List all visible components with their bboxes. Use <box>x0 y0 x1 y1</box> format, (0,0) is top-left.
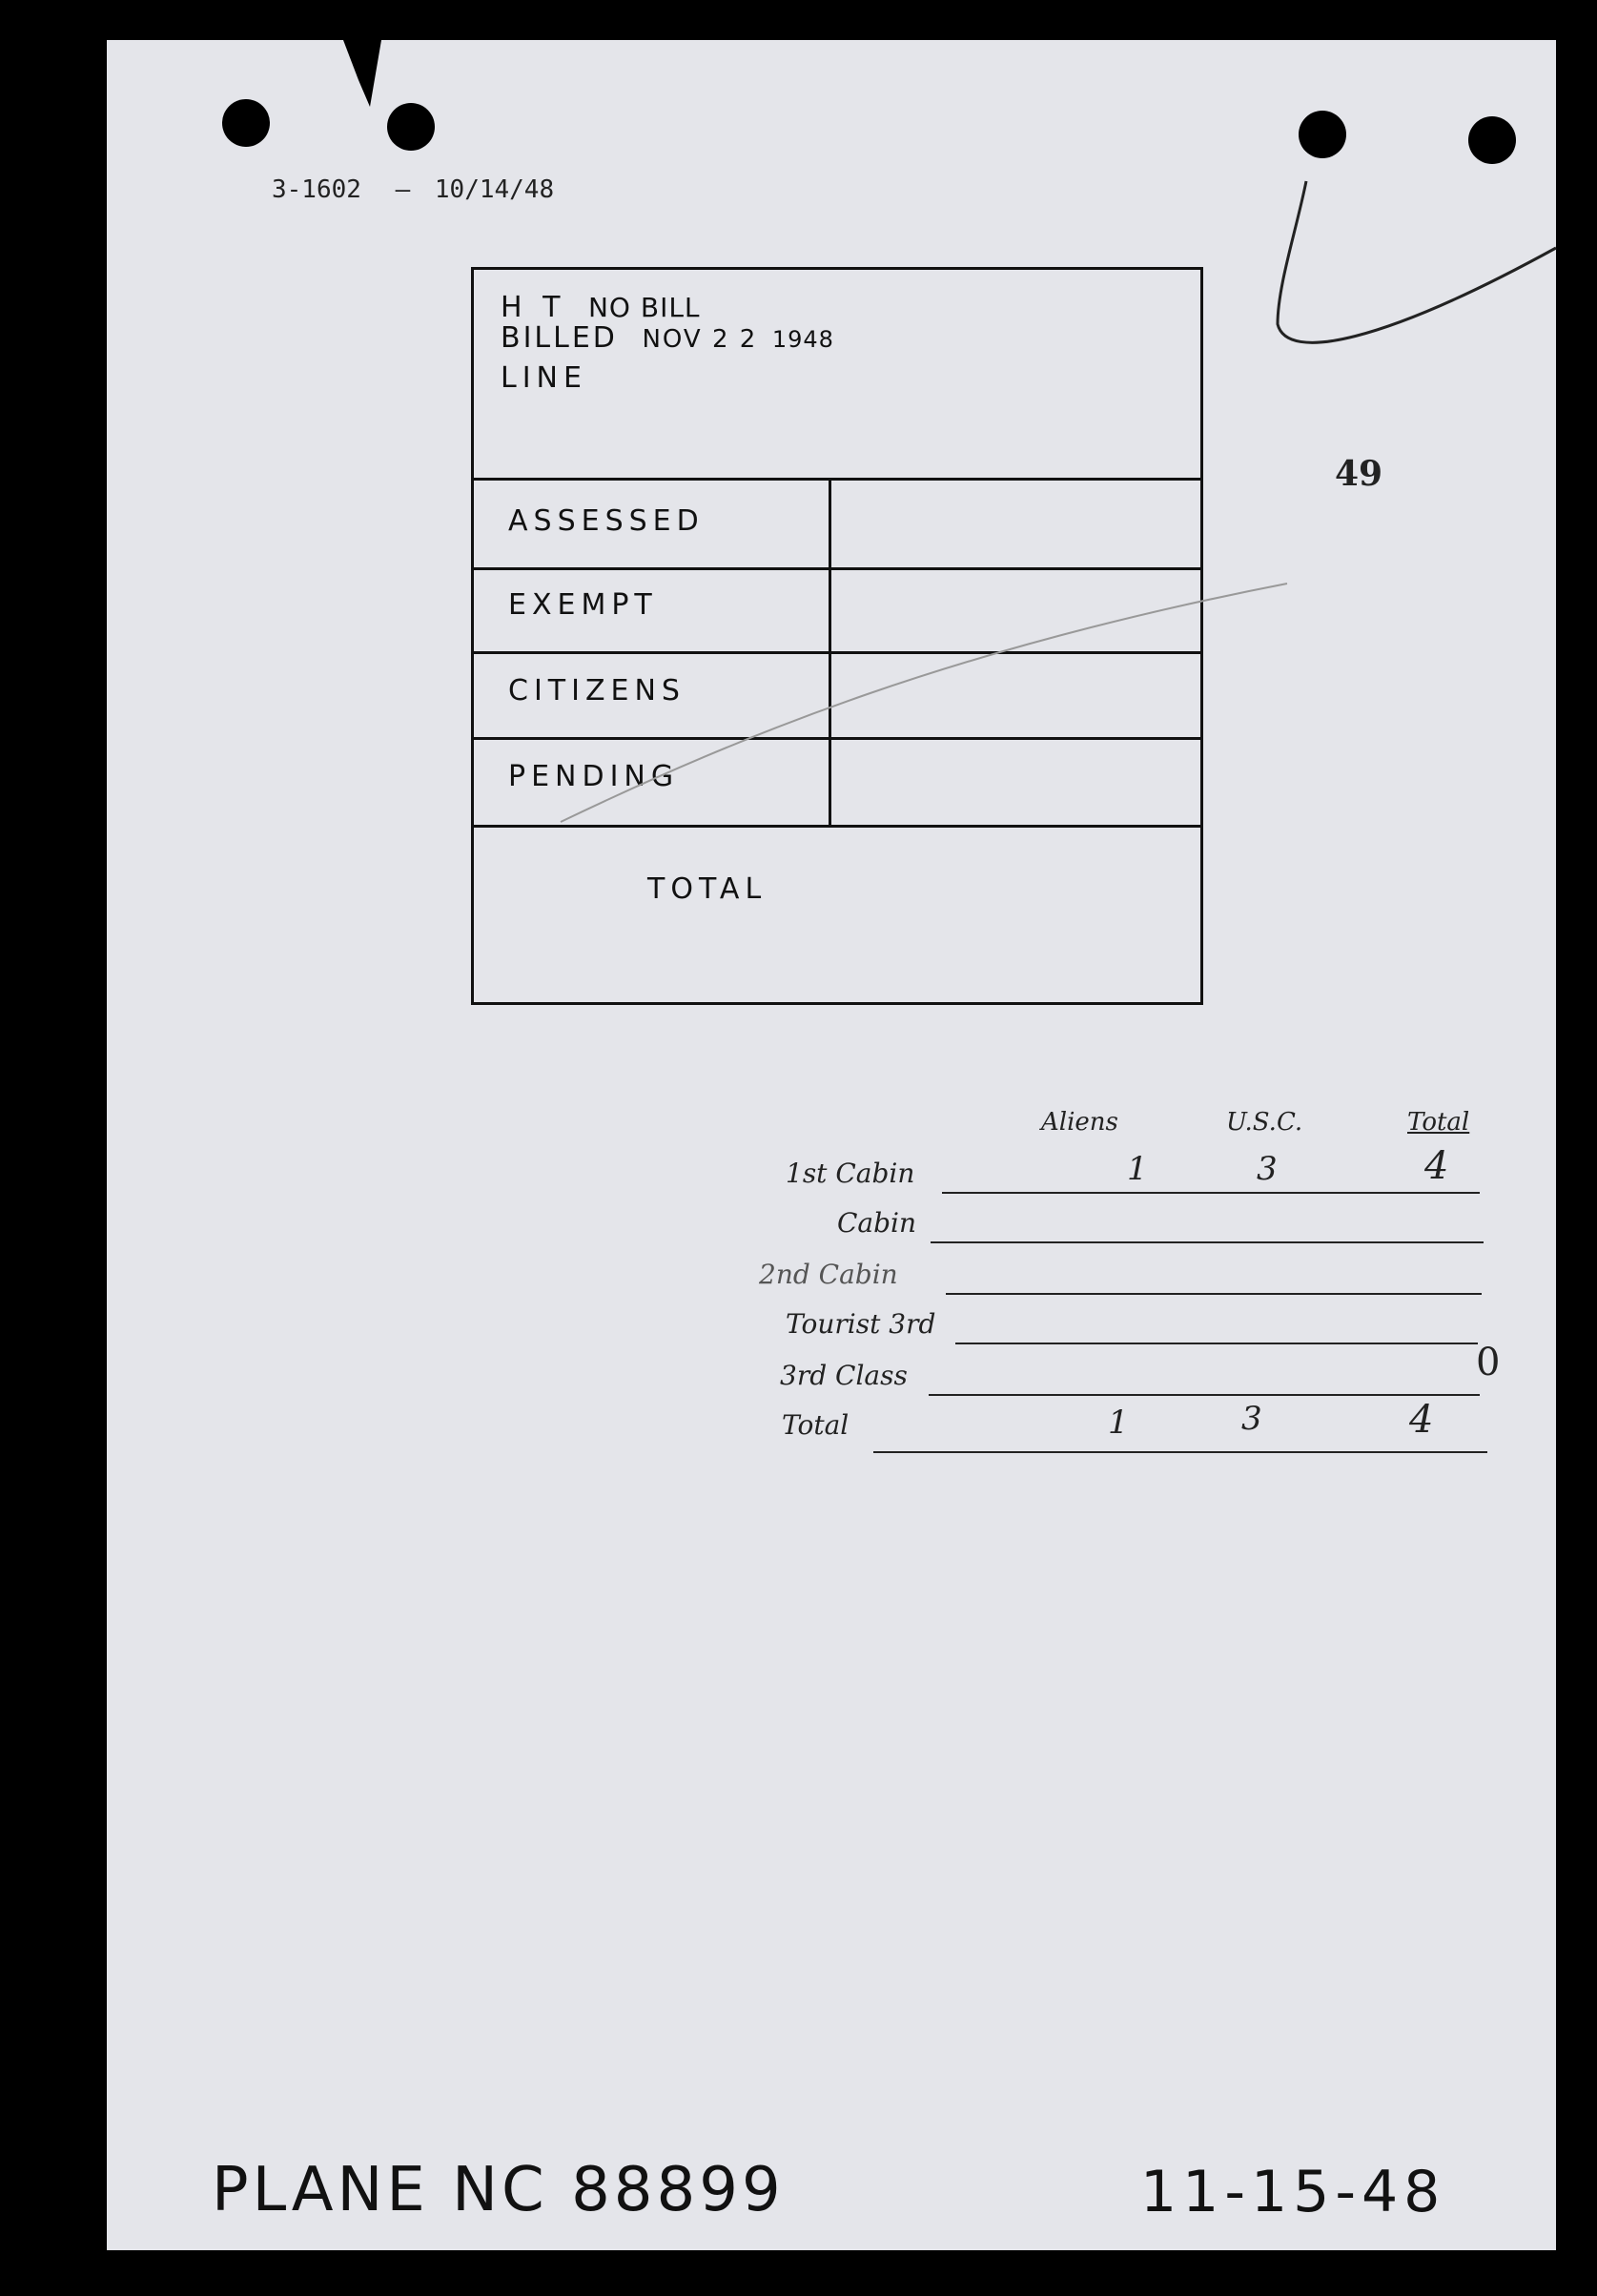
punch-hole-right-2 <box>1468 116 1516 164</box>
pen-stroke <box>1259 172 1564 362</box>
stamp-row-citizens: CITIZENS <box>508 674 686 707</box>
stamp-line-3: LINE <box>501 361 587 395</box>
stamp-divider-2 <box>474 567 1200 570</box>
tally-row-label: 3rd Class <box>780 1360 908 1391</box>
tally-usc-value: 3 <box>1257 1150 1278 1188</box>
stamp-divider-1 <box>474 478 1200 481</box>
stamp-total-label: TOTAL <box>647 872 768 906</box>
tally-total-value: 4 <box>1424 1144 1449 1188</box>
tally-row-label: Tourist 3rd <box>786 1308 936 1340</box>
page-number: 49 <box>1335 454 1383 494</box>
stamp-row-pending: PENDING <box>508 760 680 793</box>
stamp-no-bill: NO BILL <box>587 292 701 323</box>
tally-header-aliens: Aliens <box>1041 1108 1118 1137</box>
file-date: 10/14/48 <box>434 175 555 204</box>
stamp-row-assessed: ASSESSED <box>508 504 705 538</box>
file-dash: — <box>395 175 411 204</box>
tally-row-label: Total <box>782 1409 850 1441</box>
stamp-row-exempt: EXEMPT <box>508 588 658 622</box>
stamp-line-2 <box>501 321 834 355</box>
punch-hole-left-1 <box>222 99 270 147</box>
file-number: 3-1602 <box>272 175 361 204</box>
punch-hole-left-2 <box>387 103 435 151</box>
tally-row-rule <box>942 1192 1480 1194</box>
tally-total-value: 4 <box>1409 1398 1434 1442</box>
tally-aliens-value: 1 <box>1108 1404 1129 1442</box>
stamp-line-1 <box>501 291 701 324</box>
tally-usc-value: 3 <box>1241 1400 1262 1438</box>
tally-row-rule <box>929 1394 1480 1396</box>
tally-row-rule <box>955 1343 1478 1344</box>
tally-header-total: Total <box>1407 1108 1470 1137</box>
pencil-mark <box>553 572 1297 830</box>
tally-header-usc: U.S.C. <box>1226 1108 1303 1137</box>
tally-row-label: 1st Cabin <box>786 1158 915 1189</box>
plane-number: PLANE NC 88899 <box>212 2155 785 2225</box>
footer-date: 11-15-48 <box>1140 2159 1446 2225</box>
tally-row-rule <box>931 1241 1484 1243</box>
file-reference <box>272 175 554 204</box>
punch-hole-right-1 <box>1299 111 1346 158</box>
tally-row-label: Cabin <box>837 1207 917 1239</box>
tally-aliens-value: 1 <box>1127 1150 1148 1188</box>
stamp-billed-date: NOV 2 2 <box>642 325 758 354</box>
tally-row-label: 2nd Cabin <box>759 1259 898 1290</box>
tally-row-rule <box>946 1293 1482 1295</box>
stamp-ht-label: H T <box>501 291 566 324</box>
stamp-billed-label: BILLED <box>501 321 618 355</box>
stamp-billed-year: 1948 <box>771 326 834 353</box>
tally-row-rule <box>873 1451 1487 1453</box>
tally-total-value: 0 <box>1476 1341 1501 1384</box>
